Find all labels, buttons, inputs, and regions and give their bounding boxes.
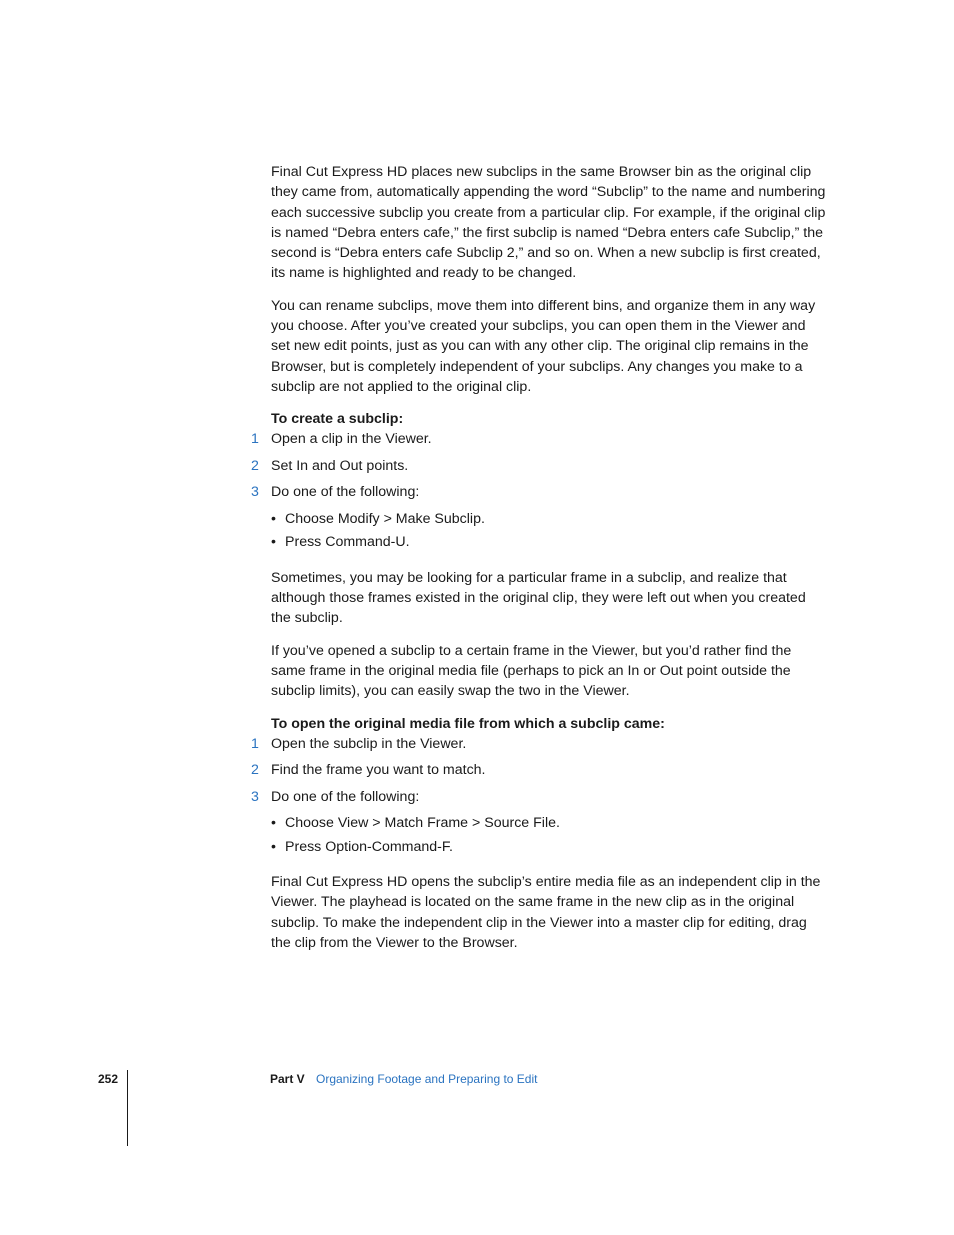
paragraph-subclip-naming: Final Cut Express HD places new subclips in the same Browser bin as the original clip they came from, automatically appending the word “Subclip” to the name and numbering each successive subclip you create from a particular clip. For example, if the original clip is named “Debra enters cafe,” the first subclip is named “Debra enters cafe Subclip,” the second is “Debra enters cafe Subclip 2,” and so on. When a new subclip is first created, its name is highlighted and ready to be changed. — [271, 164, 826, 282]
bullet-icon: • — [271, 510, 276, 527]
step-number: 2 — [251, 457, 259, 474]
step-item — [251, 760, 827, 787]
paragraph-swap-in-viewer: If you’ve opened a subclip to a certain frame in the Viewer, but you’d rather find the same frame in the original media file (perhaps to pick an In or Out point outside the subclip limits), you can easily swap the two in the Viewer. — [271, 642, 792, 700]
paragraph-frame-left-out: Sometimes, you may be looking for a particular frame in a subclip, and realize that although those frames existed in the original clip, they were left out when you created the subclip. — [271, 569, 806, 627]
step-text: Open the subclip in the Viewer. — [271, 735, 467, 752]
paragraph-rename-subclips: You can rename subclips, move them into different bins, and organize them in any way you choose. After you’ve created your subclips, you can open them in the Viewer and set new edit points, just as you can with any other clip. The original clip remains in the Browser, but is completely independent of your subclips. Any changes you make to a subclip are not applied to the original clip. — [271, 297, 816, 395]
bullet-text: Press Command-U. — [285, 534, 410, 551]
bullet-text: Choose View > Match Frame > Source File. — [285, 815, 560, 832]
footer-part-label: Part V — [270, 1072, 305, 1086]
bullet-icon: • — [271, 838, 276, 855]
step-number: 3 — [251, 484, 259, 501]
bullet-list-open-original — [271, 813, 827, 860]
bullet-item — [271, 532, 827, 556]
step-item — [251, 482, 827, 509]
procedure-steps-open-original — [251, 734, 827, 814]
procedure-steps-create-subclip — [251, 429, 827, 509]
paragraph-opens-media-file: Final Cut Express HD opens the subclip’s entire media file as an independent clip in the Viewer. The playhead is located on the same frame in the new clip as in the original subclip. To make the independent clip in the Viewer into a master clip for editing, drag the clip from the Viewer to the Browser. — [271, 874, 821, 951]
step-text: Find the frame you want to match. — [271, 762, 486, 779]
step-text: Open a clip in the Viewer. — [271, 431, 432, 448]
footer-divider — [127, 1070, 128, 1146]
procedure-heading-create-subclip: To create a subclip: — [271, 411, 404, 428]
bullet-text: Press Option-Command-F. — [285, 838, 453, 855]
bullet-item — [271, 813, 827, 837]
step-number: 1 — [251, 431, 259, 448]
step-number: 2 — [251, 762, 259, 779]
step-text: Do one of the following: — [271, 484, 420, 501]
bullet-item — [271, 837, 827, 861]
step-item — [251, 734, 827, 761]
page-body — [251, 162, 827, 965]
step-number: 1 — [251, 735, 259, 752]
bullet-icon: • — [271, 534, 276, 551]
bullet-icon: • — [271, 815, 276, 832]
bullet-text: Choose Modify > Make Subclip. — [285, 510, 485, 527]
procedure-heading-open-original: To open the original media file from which a subclip came: — [271, 715, 665, 732]
footer-part-title: Organizing Footage and Preparing to Edit — [316, 1072, 538, 1086]
step-item — [251, 787, 827, 814]
step-item — [251, 429, 827, 456]
bullet-item — [271, 509, 827, 533]
page-number: 252 — [98, 1072, 119, 1086]
step-text: Do one of the following: — [271, 788, 420, 805]
step-number: 3 — [251, 788, 259, 805]
bullet-list-create-subclip — [271, 509, 827, 556]
step-text: Set In and Out points. — [271, 457, 409, 474]
step-item — [251, 456, 827, 483]
